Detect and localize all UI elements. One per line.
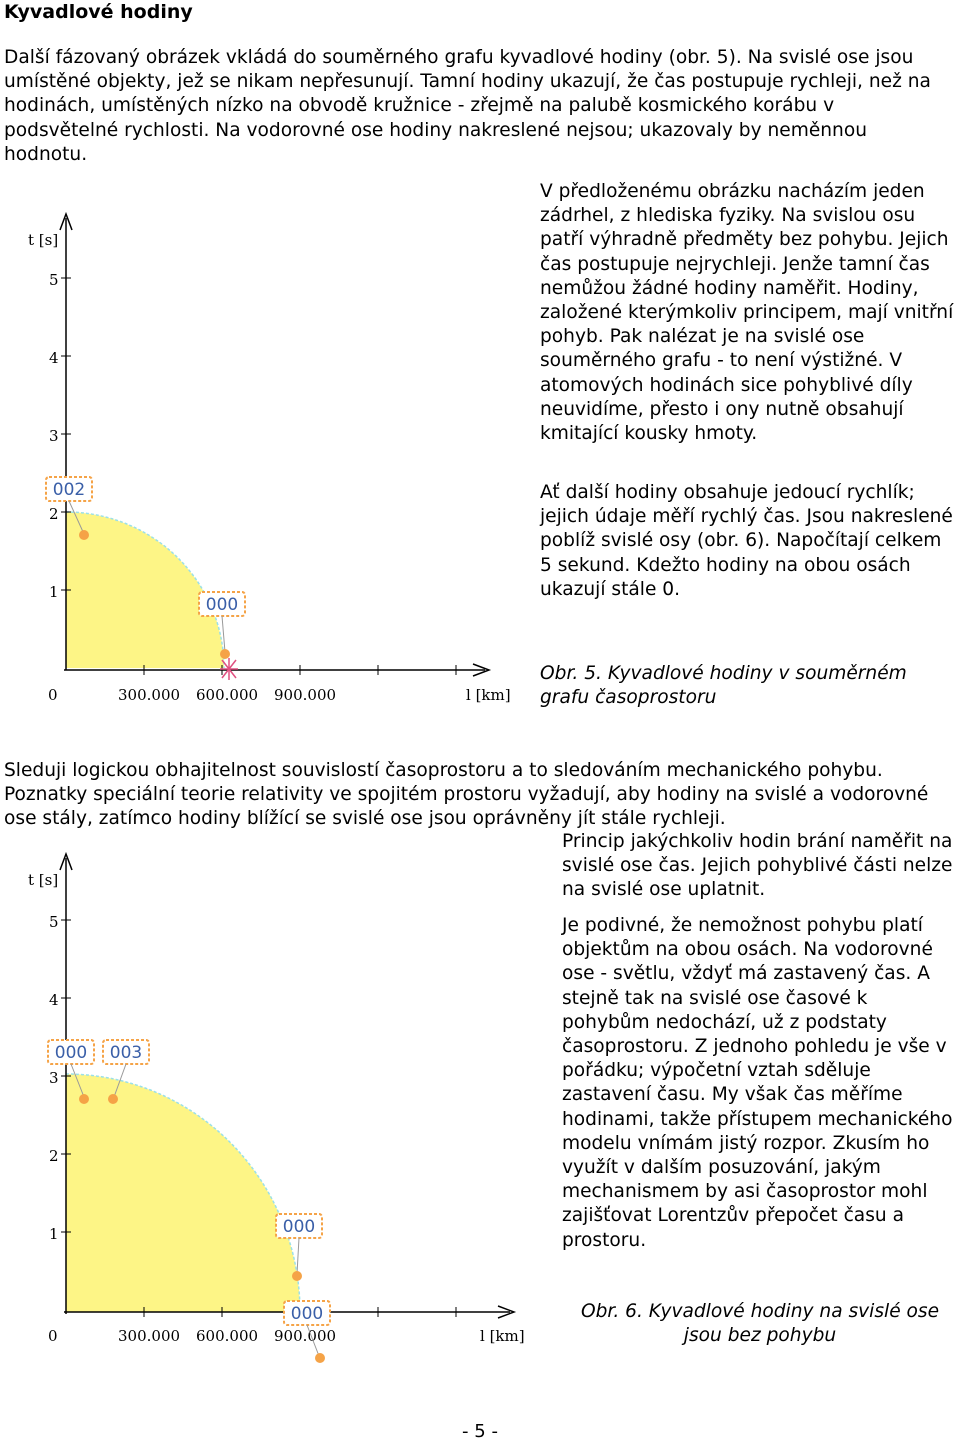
side-text-1: V předloženému obrázku nacházím jeden zádrhel, z hlediska fyziky. Na svislou osu patří výhradně předměty bez pohybu. Jejich čas postupuje nejrychleji. Jenže tamní čas nemůžou žádné hodiny naměřit. Hodiny, založené kterýmkoliv principem, mají vnitřní pohyb. Pak nalézat je na svislé ose souměrného grafu - to není výstižné. V atomových hodinách sice pohyblivé díly neuvidíme, přesto i ony nutně obsahují kmitající kousky hmoty. (540, 181, 954, 445)
figure-5-caption: Obr. 5. Kyvadlové hodiny v souměrném grafu časoprostoru (540, 663, 907, 709)
clock-reading: 000 (54, 1043, 88, 1063)
figure-5-diagram (0, 200, 530, 720)
pendulum-bob (108, 1094, 118, 1104)
x-axis-label: l [km] (480, 1327, 525, 1345)
pendulum-bob (79, 530, 89, 540)
y-tick-label: 3 (49, 427, 59, 445)
y-tick-label: 2 (49, 1147, 59, 1165)
clock-reading: 000 (290, 1304, 324, 1324)
figure-6-diagram (0, 840, 540, 1370)
x-tick-label: 0 (48, 1327, 58, 1345)
y-tick-label: 3 (49, 1069, 59, 1087)
spark-icon (220, 658, 238, 680)
y-tick-label: 1 (49, 1225, 59, 1243)
x-tick-label: 0 (48, 686, 58, 704)
x-tick-label: 600.000 (196, 686, 259, 704)
side-text-4: Je podivné, že nemožnost pohybu platí objektům na obou osách. Na vodorovné ose - světlu, vždyť má zastavený čas. A stejně tak na svislé ose časové k pohybům nedochází, už z podstaty časoprostoru. Z jednoho pohledu je vše v pořádku; výpočetní vztah sděluje zastavení času. My však čas měříme hodinami, takže přístupem mechanického modelu vnímám jistý rozpor. Zkusím ho využít v dalším posuzování, jakým mechanismem by asi časoprostor mohl zajišťovat Lorentzův přepočet času a prostoru. (562, 915, 953, 1251)
x-tick-label: 900.000 (274, 1327, 337, 1345)
x-tick-label: 300.000 (118, 1327, 181, 1345)
light-cone-area (66, 1074, 300, 1312)
page-number: - 5 - (462, 1421, 498, 1442)
pendulum-bob (315, 1353, 325, 1363)
y-tick-label: 4 (49, 991, 59, 1009)
x-tick-label: 900.000 (274, 686, 337, 704)
y-tick-label: 5 (49, 913, 59, 931)
clock-reading: 000 (282, 1217, 316, 1237)
light-cone-area (66, 512, 224, 668)
side-text-2: Ať další hodiny obsahuje jedoucí rychlík; jejich údaje měří rychlý čas. Jsou nakreslené poblíž svislé osy (obr. 6). Napočítají celkem 5 sekund. Kdežto hodiny na obou osách ukazují stále 0. (540, 482, 953, 600)
x-tick-label: 300.000 (118, 686, 181, 704)
clock-reading: 002 (52, 480, 86, 500)
y-tick-label: 4 (49, 349, 59, 367)
y-tick-label: 1 (49, 583, 59, 601)
y-axis-label: t [s] (28, 231, 59, 249)
middle-paragraph: Sleduji logickou obhajitelnost souvislostí časoprostoru a to sledováním mechanického pohybu. Poznatky speciální teorie relativity ve spojitém prostoru vyžadují, aby hodiny na svislé a vodorovné ose stály, zatímco hodiny blížící se svislé ose jsou oprávněny jít stále rychleji. (4, 760, 929, 830)
pendulum-bob (79, 1094, 89, 1104)
page-title: Kyvadlové hodiny (4, 1, 193, 23)
pendulum-bob (292, 1271, 302, 1281)
x-axis-label: l [km] (466, 686, 511, 704)
x-tick-label: 600.000 (196, 1327, 259, 1345)
y-tick-label: 5 (49, 271, 59, 289)
pendulum-rod (297, 1238, 299, 1274)
figure-6-caption: Obr. 6. Kyvadlové hodiny na svislé ose jsou bez pohybu (580, 1301, 940, 1347)
intro-paragraph: Další fázovaný obrázek vkládá do souměrného grafu kyvadlové hodiny (obr. 5). Na svislé ose jsou umístěné objekty, jež se nikam nepřesunují. Tamní hodiny ukazují, že čas postupuje rychleji, než na hodinách, umístěných nízko na obvodě kružnice - zřejmě na palubě kosmického korábu v podsvětelné rychlosti. Na vodorovné ose hodiny nakreslené nejsou; ukazovaly by neměnnou hodnotu. (4, 47, 931, 165)
clock-reading: 000 (205, 595, 239, 615)
clock-reading: 003 (109, 1043, 143, 1063)
pendulum-bob (220, 649, 230, 659)
y-tick-label: 2 (49, 505, 59, 523)
side-text-3: Princip jakýchkoliv hodin brání naměřit na svislé ose čas. Jejich pohyblivé části nelze na svislé ose uplatnit. (562, 831, 953, 901)
y-axis-label: t [s] (28, 871, 59, 889)
